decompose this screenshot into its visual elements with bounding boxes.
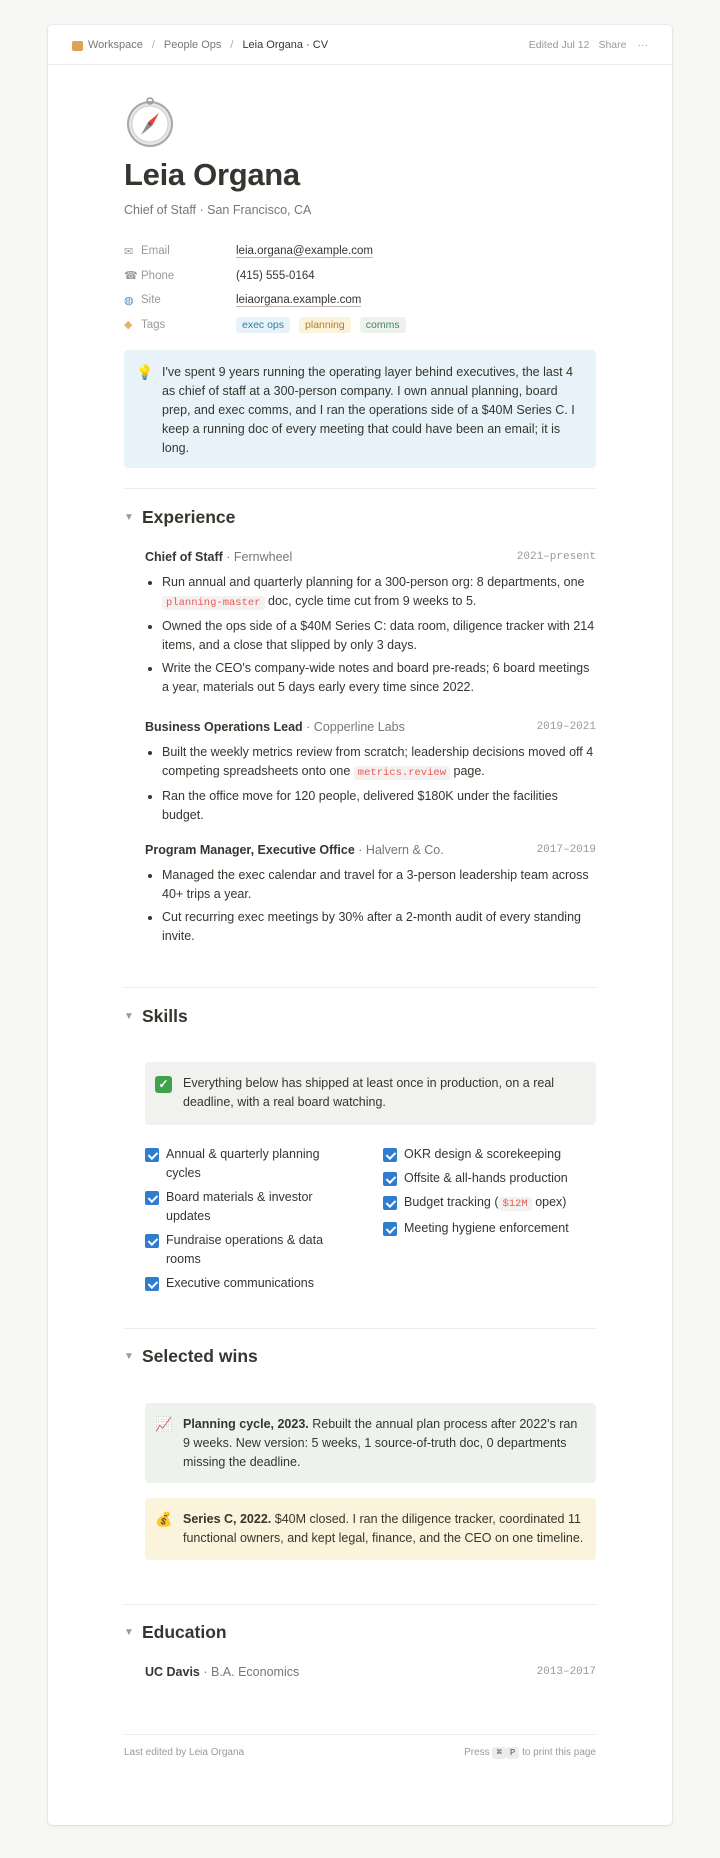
section-title: Selected wins (142, 1346, 258, 1366)
compass-icon (124, 97, 176, 154)
skill-checkbox-item[interactable]: Budget tracking ( $12M opex) (383, 1193, 598, 1214)
education-entry (145, 1662, 596, 1682)
school-name: UC Davis (145, 1665, 200, 1679)
win-text: Planning cycle, 2023. Rebuilt the annual plan process after 2022's ran 9 weeks. New version: 5 weeks, 1 source-of-truth doc, 0 departments missing the deadline. (183, 1417, 578, 1469)
wins-heading[interactable] (124, 1346, 596, 1367)
divider (124, 1734, 596, 1735)
job-dates: 2017–2019 (536, 844, 596, 856)
win-callout (145, 1403, 596, 1483)
property-site (124, 288, 596, 313)
share-button[interactable]: Share (598, 38, 627, 51)
degree: · B.A. Economics (199, 1665, 300, 1679)
job-role: Chief of Staff (145, 550, 223, 564)
breadcrumb-current-page[interactable]: Leia Organa · CV (242, 38, 329, 51)
job-entry (145, 840, 596, 950)
checkbox-checked-icon[interactable] (145, 1277, 159, 1291)
inline-code: metrics.review (354, 766, 450, 780)
checkbox-checked-icon[interactable] (145, 1191, 159, 1205)
tag-exec-ops[interactable]: exec ops (236, 317, 290, 333)
skill-checkbox-item[interactable]: Meeting hygiene enforcement (383, 1219, 598, 1238)
checkbox-checked-icon[interactable] (383, 1196, 397, 1210)
experience-heading[interactable] (124, 507, 596, 528)
top-bar (48, 25, 672, 65)
phone-icon: ☎ (124, 270, 138, 283)
job-dates: 2019–2021 (536, 721, 596, 733)
job-company: · Halvern & Co. (354, 843, 444, 857)
section-title: Experience (142, 507, 236, 527)
toggle-triangle-icon[interactable]: ▼ (124, 512, 134, 523)
job-entry (145, 717, 596, 829)
skills-callout-text: Everything below has shipped at least once in production, on a real deadline, with a real board watching. (183, 1076, 555, 1109)
skill-checkbox-item[interactable]: Executive communications (145, 1274, 355, 1293)
skills-callout (145, 1062, 596, 1125)
page-title: Leia Organa (124, 157, 300, 192)
property-label: Email (141, 245, 170, 258)
tag-icon: ◆ (124, 319, 133, 332)
lightbulb-icon: 💡 (136, 364, 154, 380)
breadcrumb (72, 39, 328, 51)
document-page (48, 25, 672, 1825)
job-company: · Fernwheel (222, 550, 293, 564)
property-phone (124, 264, 596, 289)
divider (124, 987, 596, 988)
property-tags (124, 313, 596, 338)
page-footer (124, 1747, 596, 1758)
education-dates: 2013–2017 (536, 1666, 596, 1678)
job-bullet: • Managed the exec calendar and travel for a 3-person leadership team across 40+ trips a year. (162, 866, 596, 904)
checkbox-checked-icon[interactable] (383, 1222, 397, 1236)
envelope-icon: ✉ (124, 245, 134, 258)
skill-checkbox-item[interactable]: Annual & quarterly planning cycles (145, 1145, 355, 1183)
workspace-icon (72, 41, 83, 51)
job-bullet: • Run annual and quarterly planning for a 300-person org: 8 departments, one planning-master doc, cycle time cut from 9 weeks to 5. (162, 573, 596, 613)
skills-heading[interactable] (124, 1006, 596, 1027)
win-callout (145, 1498, 596, 1560)
tag-comms[interactable]: comms (360, 317, 406, 333)
page-subtitle: Chief of Staff · San Francisco, CA (124, 203, 312, 217)
job-dates: 2021–present (516, 551, 596, 563)
property-label: Phone (141, 269, 175, 282)
top-bar-actions (520, 39, 648, 51)
property-label: Site (141, 294, 161, 307)
property-email (124, 239, 596, 264)
checkbox-checked-icon[interactable] (383, 1172, 397, 1186)
education-heading[interactable] (124, 1622, 596, 1643)
toggle-triangle-icon[interactable]: ▼ (124, 1351, 134, 1362)
divider (124, 1328, 596, 1329)
skill-checkbox-item[interactable]: Board materials & investor updates (145, 1188, 355, 1226)
inline-code: planning-master (162, 596, 265, 610)
checkbox-checked-icon[interactable] (145, 1148, 159, 1162)
check-mark-icon: ✓ (155, 1074, 183, 1113)
email-link[interactable]: leia.organa@example.com (236, 245, 373, 258)
job-role: Business Operations Lead (145, 720, 303, 734)
toggle-triangle-icon[interactable]: ▼ (124, 1011, 134, 1022)
job-bullet: • Write the CEO's company-wide notes and board pre-reads; 6 board meetings a year, materials out 5 days early every time since 2022. (162, 659, 596, 697)
phone-value: (415) 555-0164 (236, 269, 315, 282)
edited-timestamp: Edited Jul 12 (528, 38, 590, 51)
property-label: Tags (141, 318, 166, 331)
breadcrumb-separator: / (230, 38, 234, 51)
checkbox-checked-icon[interactable] (145, 1234, 159, 1248)
job-entry (145, 547, 596, 701)
properties-table (124, 239, 596, 337)
breadcrumb-workspace[interactable]: Workspace (88, 38, 143, 51)
divider (124, 488, 596, 489)
toggle-triangle-icon[interactable]: ▼ (124, 1627, 134, 1638)
summary-callout (124, 350, 596, 468)
skills-column-left (145, 1145, 355, 1298)
site-link[interactable]: leiaorgana.example.com (236, 294, 362, 307)
skill-checkbox-item[interactable]: OKR design & scorekeeping (383, 1145, 598, 1164)
skill-checkbox-item[interactable]: Fundraise operations & data rooms (145, 1231, 355, 1269)
divider (124, 1604, 596, 1605)
checkbox-checked-icon[interactable] (383, 1148, 397, 1162)
section-title: Education (142, 1622, 227, 1642)
job-bullet: • Owned the ops side of a $40M Series C: data room, diligence tracker with 214 items, and a close that slipped by only 3 days. (162, 617, 596, 655)
win-text: Series C, 2022. $40M closed. I ran the diligence tracker, coordinated 11 functional owners, and kept legal, finance, and the CEO on one timeline. (183, 1512, 584, 1545)
job-company: · Copperline Labs (302, 720, 405, 734)
keyboard-key: ⌘ (492, 1747, 505, 1759)
section-title: Skills (142, 1006, 188, 1026)
tag-planning[interactable]: planning (299, 317, 351, 333)
print-hint: Press ⌘ P to print this page (464, 1747, 596, 1758)
keyboard-key: P (506, 1747, 519, 1759)
skill-checkbox-item[interactable]: Offsite & all-hands production (383, 1169, 598, 1188)
globe-icon: ◍ (124, 294, 134, 307)
job-bullet: • Cut recurring exec meetings by 30% after a 2-month audit of every standing invite. (162, 908, 596, 946)
breadcrumb-people-ops[interactable]: People Ops (163, 38, 222, 51)
breadcrumb-separator: / (151, 38, 155, 51)
money-bag-icon: 💰 (155, 1511, 173, 1527)
job-role: Program Manager, Executive Office (145, 843, 355, 857)
inline-code: $12M (499, 1197, 532, 1211)
chart-increasing-icon: 📈 (155, 1416, 173, 1432)
last-edited-note: Last edited by Leia Organa (124, 1747, 245, 1758)
more-options-button[interactable]: ··· (637, 38, 648, 51)
job-bullet: • Ran the office move for 120 people, delivered $180K under the facilities budget. (162, 787, 596, 825)
skills-column-right (383, 1145, 598, 1243)
summary-text: I've spent 9 years running the operating layer behind executives, the last 4 as chief of staff at a 300-person company. I own annual planning, board prep, and exec comms, and I ran the operations side of a $40M Series C. I keep a running doc of every meeting that could have been an email; it is long. (162, 365, 575, 455)
job-bullet: • Built the weekly metrics review from scratch; leadership decisions moved off 4 competing spreadsheets onto one metrics.review page. (162, 743, 596, 783)
